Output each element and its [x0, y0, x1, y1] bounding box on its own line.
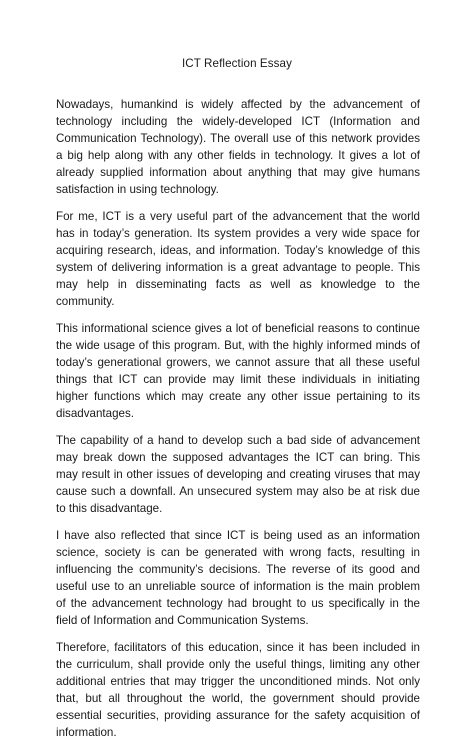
- paragraph-2: For me, ICT is a very useful part of the advancement that the world has in today’s generation. Its system provides a very wide space for acquiring research, ideas, and information. Today’s knowledge of this system of delivering information is a great advantage to people. This may help in disseminating facts as well as knowledge to the community.: [56, 210, 420, 308]
- paragraph-5: I have also reflected that since ICT is being used as an information science, society is can be generated with wrong facts, resulting in influencing the community’s decisions. The reverse of its good and useful use to an unreliable source of information is the main problem of the advancement technology had brought to us specifically in the field of Information and Communication Systems.: [56, 529, 420, 627]
- essay-body: [56, 96, 420, 741]
- paragraph-4: The capability of a hand to develop such a bad side of advancement may break down the supposed advantages the ICT can bring. This may result in other issues of developing and creating viruses that may cause such a downfall. An unsecured system may also be at risk due to this disadvantage.: [56, 434, 420, 515]
- paragraph-1: Nowadays, humankind is widely affected by the advancement of technology including the widely-developed ICT (Information and Communication Technology). The overall use of this network provides a big help along with any other fields in technology. It gives a lot of already supplied information about anything that may give humans satisfaction in using technology.: [56, 98, 420, 196]
- essay-title: ICT Reflection Essay: [181, 57, 293, 70]
- paragraph-6: Therefore, facilitators of this education, since it has been included in the curriculum, shall provide only the useful things, limiting any other additional entries that may trigger the unconditioned minds. Not only that, but all throughout the world, the government should provide essential securities, providing assurance for the safety acquisition of information.: [56, 641, 420, 739]
- paragraph-3: This informational science gives a lot of beneficial reasons to continue the wide usage of this program. But, with the highly informed minds of today’s generational growers, we cannot assure that all these useful things that ICT can provide may limit these individuals in initiating higher functions which may create any other issue pertaining to its disadvantages.: [56, 322, 420, 420]
